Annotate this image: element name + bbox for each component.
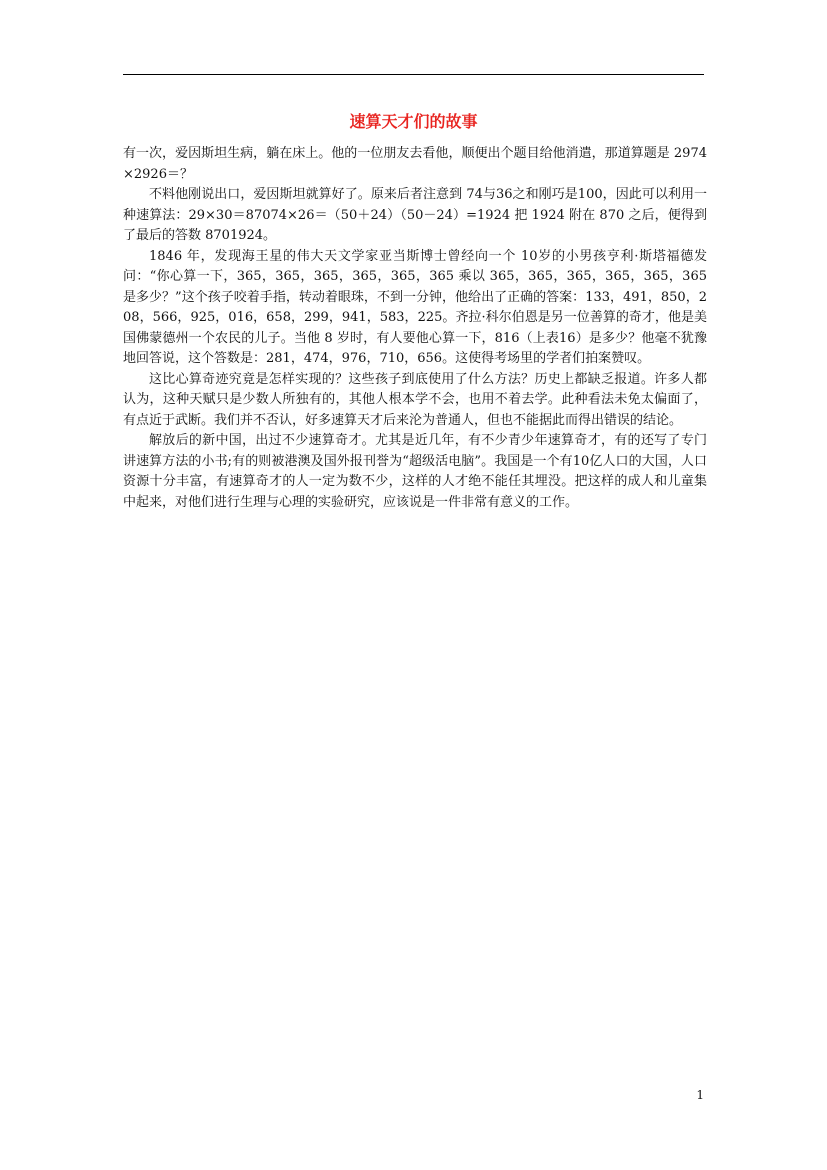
document-title: 速算天才们的故事 (349, 112, 478, 131)
paragraph-3: 1846 年，发现海王星的伟大天文学家亚当斯博士曾经向一个 10岁的小男孩亨利·斯塔福德发问：“你心算一下，365，365，365，365，365，365 乘以 365，365，365，365，365，365 是多少？”这个孩子咬着手指，转动着眼珠，不到一分钟，他给出了正确的答案：133，491，850，208，566，925，016，658，299，941，583，225。齐拉·科尔伯恩是另一位善算的奇才，他是美国佛蒙德州一个农民的儿子。当他 8 岁时，有人要他心算一下，816（上表16）是多少？他毫不犹豫地回答说，这个答数是：281，474，976，710，656。这使得考场里的学者们拍案赞叹。 (123, 248, 707, 366)
paragraph-1: 有一次，爱因斯坦生病，躺在床上。他的一位朋友去看他，顺便出个题目给他消遣，那道算题是 2974×2926＝？ (123, 146, 707, 182)
paragraph-2: 不料他刚说出口，爱因斯坦就算好了。原来后者注意到 74与36之和刚巧是100，因此可以利用一种速算法：29×30＝87074×26＝（50＋24）（50－24）=1924 把 1924 附在 870 之后，便得到了最后的答数 8701924。 (123, 187, 707, 243)
document-body (123, 144, 707, 513)
paragraph-4: 这比心算奇迹究竟是怎样实现的？这些孩子到底使用了什么方法？历史上都缺乏报道。许多人都认为，这种天赋只是少数人所独有的，其他人根本学不会，也用不着去学。此种看法未免太偏面了，有点近于武断。我们并不否认，好多速算天才后来沦为普通人，但也不能据此而得出错误的结论。 (123, 371, 707, 428)
page-number: 1 (696, 1088, 704, 1102)
header-rule (123, 74, 704, 75)
paragraph-5: 解放后的新中国，出过不少速算奇才。尤其是近几年，有不少青少年速算奇才，有的还写了专门讲速算方法的小书;有的则被港澳及国外报刊誉为“超级活电脑”。我国是一个有10亿人口的大国，人口资源十分丰富，有速算奇才的人一定为数不少，这样的人才绝不能任其埋没。把这样的成人和儿童集中起来，对他们进行生理与心理的实验研究，应该说是一件非常有意义的工作。 (123, 433, 707, 510)
